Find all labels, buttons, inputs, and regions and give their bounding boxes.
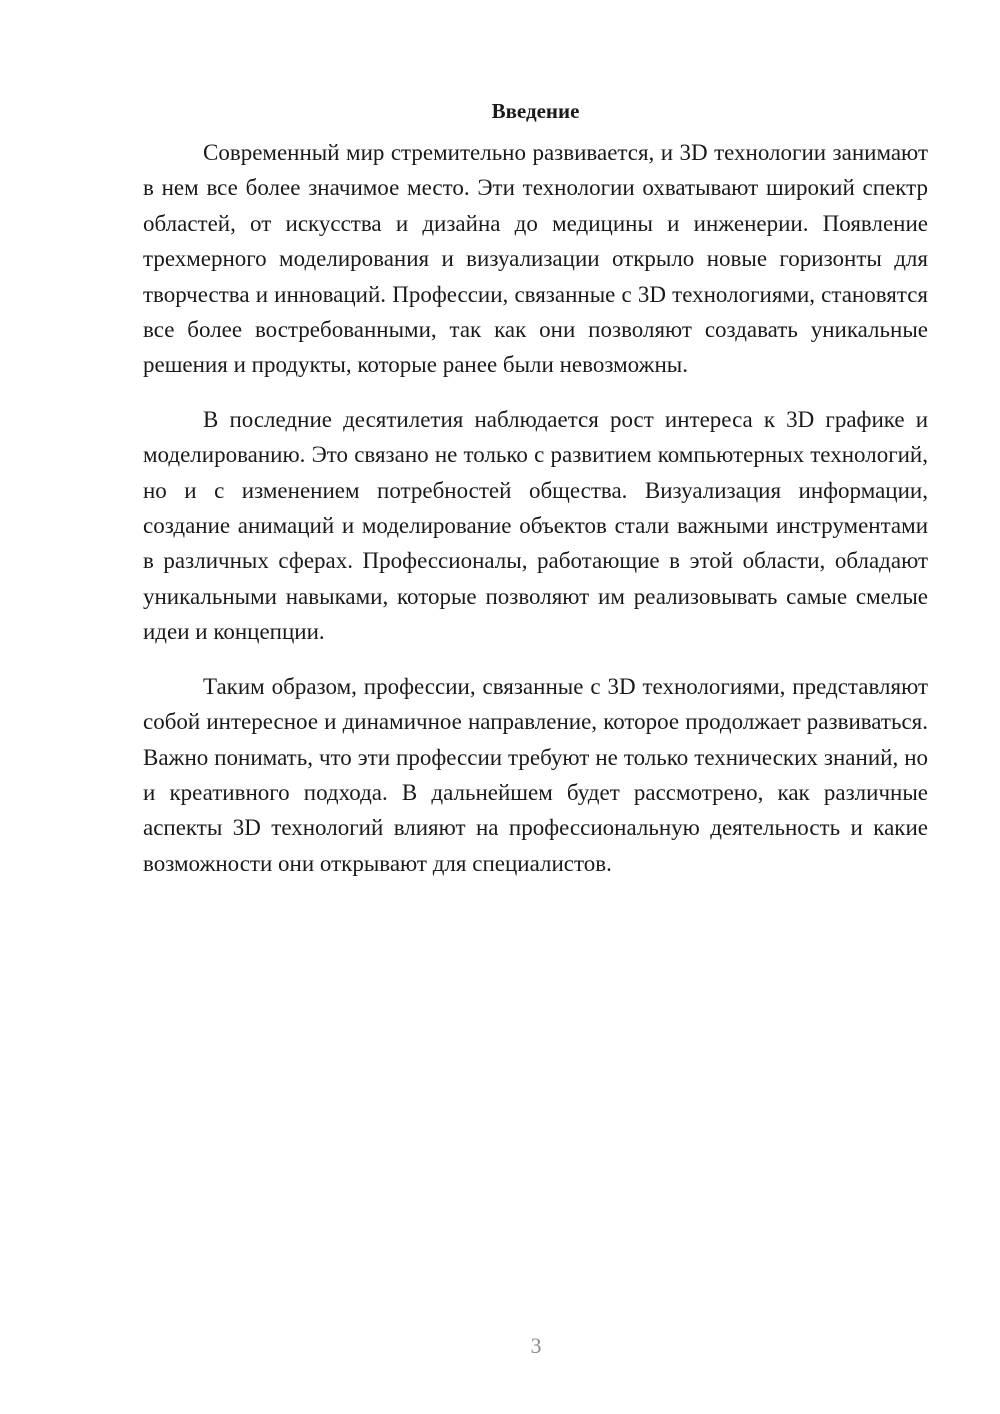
page-number: 3: [530, 1333, 542, 1358]
paragraph-2: В последние десятилетия наблюдается рост интереса к 3D графике и моделированию. Это связано не только с развитием компьютерных технологий, но и с изменением потребностей общества. Визуализация информации, создание анимаций и моделирование объектов стали важными инструментами в различных сферах. Профессионалы, работающие в этой области, обладают уникальными навыками, которые позволяют им реализовывать самые смелые идеи и концепции.: [143, 406, 928, 645]
page-content: [143, 94, 928, 881]
paragraph-1: Современный мир стремительно развивается, и 3D технологии занимают в нем все более значимое место. Эти технологии охватывают широкий спектр областей, от искусства и дизайна до медицины и инженерии. Появление трехмерного моделирования и визуализации открыло новые горизонты для творчества и инноваций. Профессии, связанные с 3D технологиями, становятся все более востребованными, так как они позволяют создавать уникальные решения и продукты, которые ранее были невозможны.: [143, 140, 928, 378]
section-title: Введение: [491, 99, 580, 123]
paragraph-3: Таким образом, профессии, связанные с 3D технологиями, представляют собой интересное и динамичное направление, которое продолжает развиваться. Важно понимать, что эти профессии требуют не только технических знаний, но и креативного подхода. В дальнейшем будет рассмотрено, как различные аспекты 3D технологий влияют на профессиональную деятельность и какие возможности они открывают для специалистов.: [143, 673, 928, 876]
